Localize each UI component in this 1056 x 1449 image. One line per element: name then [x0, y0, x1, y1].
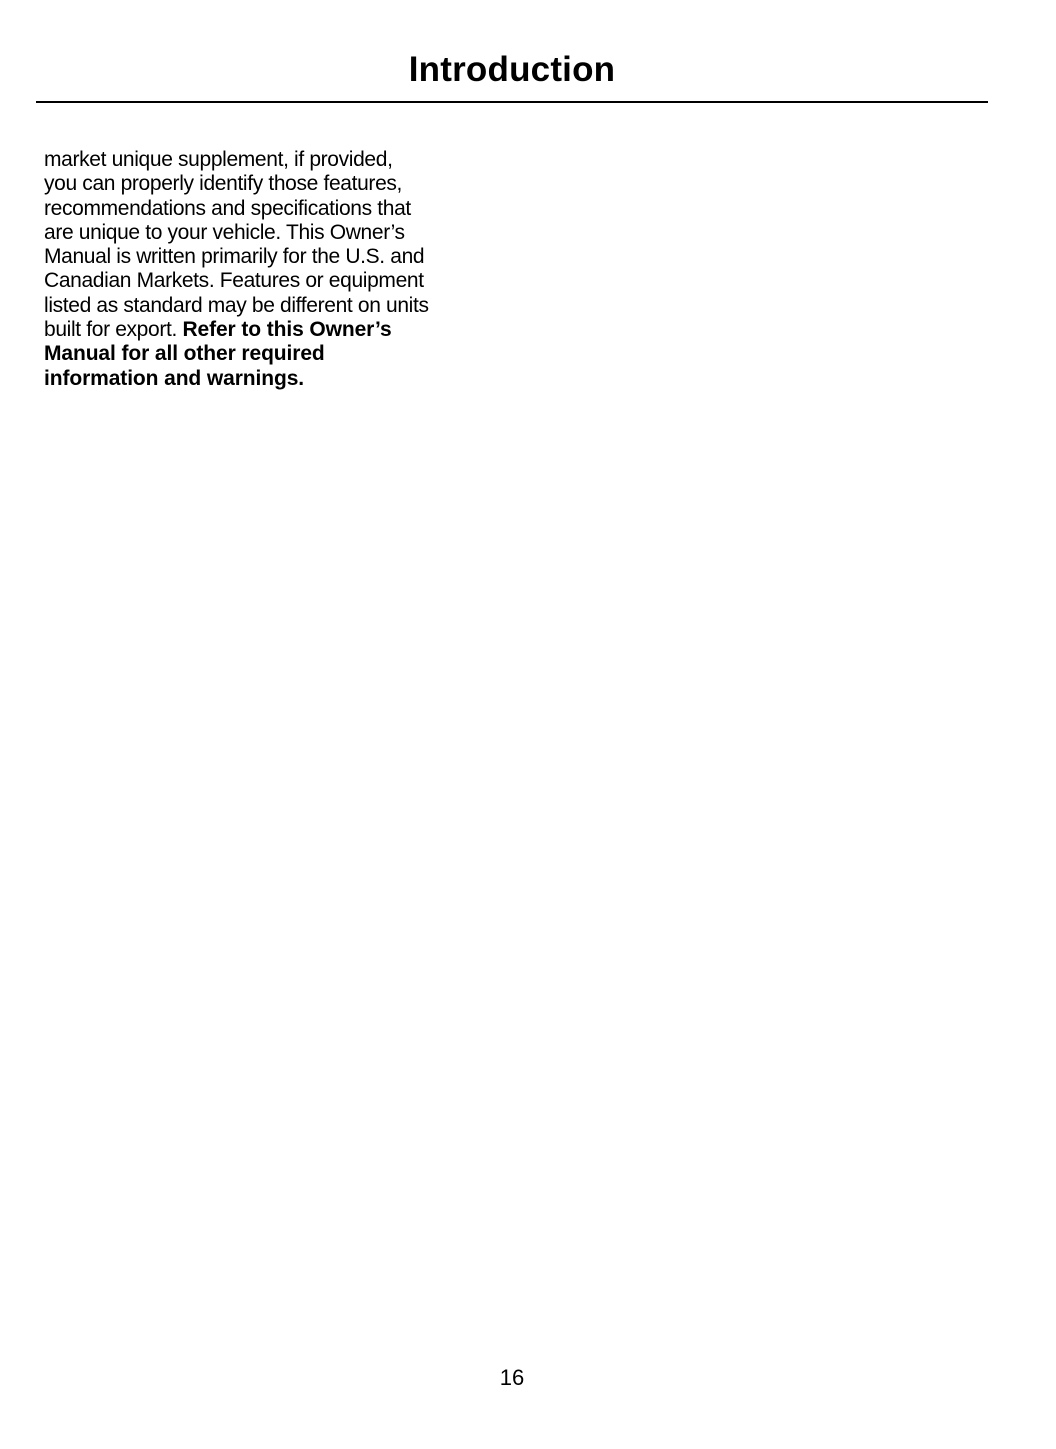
body-line: are unique to your vehicle. This Owner’s	[44, 220, 405, 244]
body-line-mixed	[44, 318, 496, 342]
body-line-regular-part: built for export.	[44, 318, 183, 342]
body-line: Manual is written primarily for the U.S. and	[44, 245, 425, 269]
page-title: Introduction	[408, 50, 616, 89]
body-line: recommendations and specifications that	[44, 196, 411, 220]
body-line-bold-part: Refer to this Owner’s	[182, 318, 392, 342]
body-line: listed as standard may be different on units	[44, 293, 429, 317]
body-line: market unique supplement, if provided,	[44, 148, 393, 171]
body-line: Canadian Markets. Features or equipment	[44, 269, 424, 293]
body-line: you can properly identify those features,	[44, 172, 403, 196]
page-number: 16	[499, 1365, 525, 1390]
body-paragraph	[44, 148, 496, 391]
body-bold-line: Manual for all other required	[44, 342, 325, 366]
header-divider	[36, 101, 988, 103]
body-bold-line: information and warnings.	[44, 366, 305, 390]
